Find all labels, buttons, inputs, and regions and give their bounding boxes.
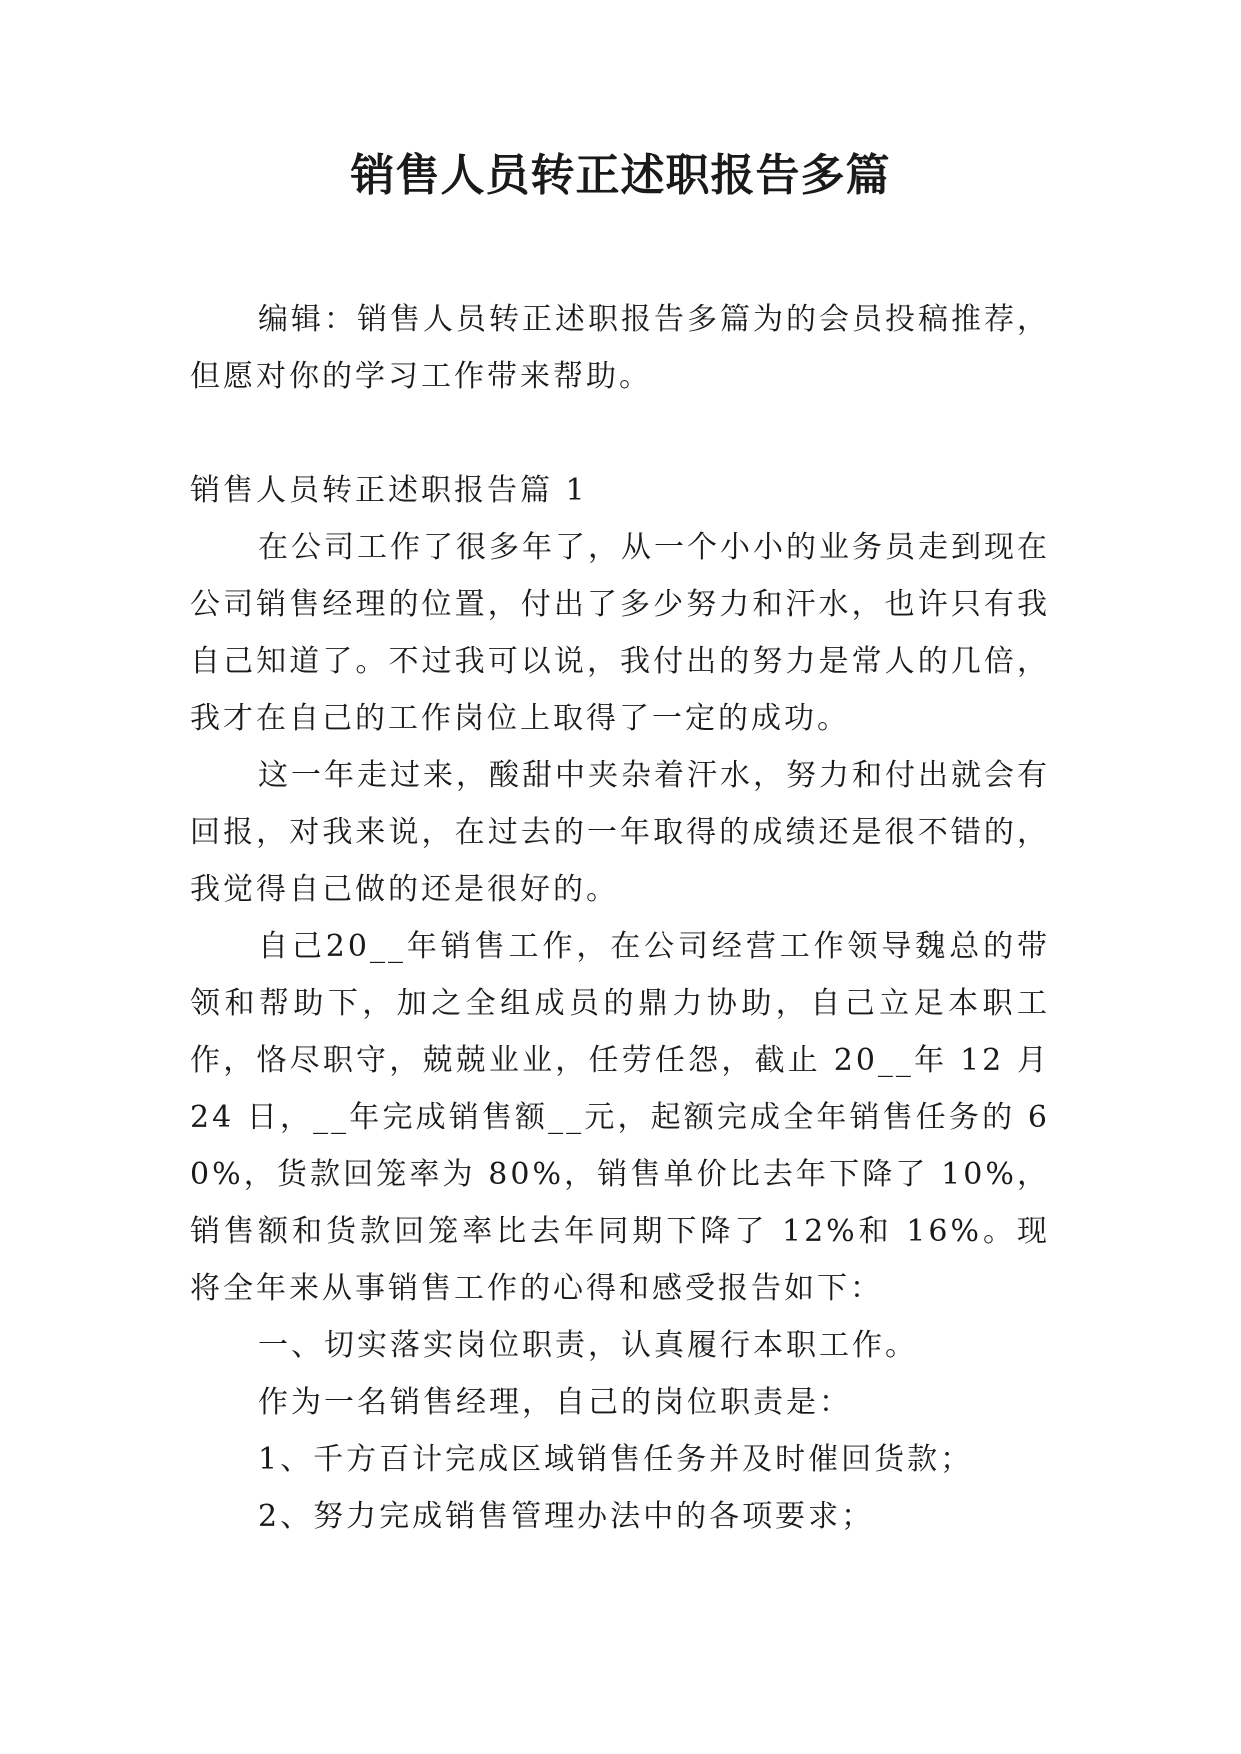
section-heading: 销售人员转正述职报告篇 1 bbox=[190, 473, 588, 508]
body-paragraph-1: 在公司工作了很多年了，从一个小小的业务员走到现在公司销售经理的位置，付出了多少努力和汗水，也许只有我自己知道了。不过我可以说，我付出的努力是常人的几倍，我才在自己的工作岗位上取得了一定的成功。 bbox=[190, 530, 1050, 736]
body-paragraph-4: 作为一名销售经理，自己的岗位职责是： bbox=[258, 1385, 852, 1420]
list-item-2: 2、努力完成销售管理办法中的各项要求； bbox=[258, 1499, 875, 1534]
body-paragraph-2: 这一年走过来，酸甜中夹杂着汗水，努力和付出就会有回报，对我来说，在过去的一年取得的成绩还是很不错的，我觉得自己做的还是很好的。 bbox=[190, 758, 1050, 907]
section-point-1: 一、切实落实岗位职责，认真履行本职工作。 bbox=[258, 1328, 918, 1363]
document-body bbox=[190, 519, 1050, 1545]
list-item-1: 1、千方百计完成区域销售任务并及时催回货款； bbox=[258, 1442, 974, 1477]
body-paragraph-3: 自己20__年销售工作，在公司经营工作领导魏总的带领和帮助下，加之全组成员的鼎力协助，自己立足本职工作，恪尽职守，兢兢业业，任劳任怨，截止 20__年 12 月 24 日，__年完成销售额__元，起额完成全年销售任务的 60%，货款回笼率为 80%，销售单价比去年下降了 10%，销售额和货款回笼率比去年同期下降了 12%和 16%。现将全年来从事销售工作的心得和感受报告如下： bbox=[190, 929, 1050, 1306]
intro-paragraph: 编辑：销售人员转正述职报告多篇为的会员投稿推荐，但愿对你的学习工作带来帮助。 bbox=[190, 302, 1050, 394]
document-title: 销售人员转正述职报告多篇 bbox=[350, 150, 891, 201]
